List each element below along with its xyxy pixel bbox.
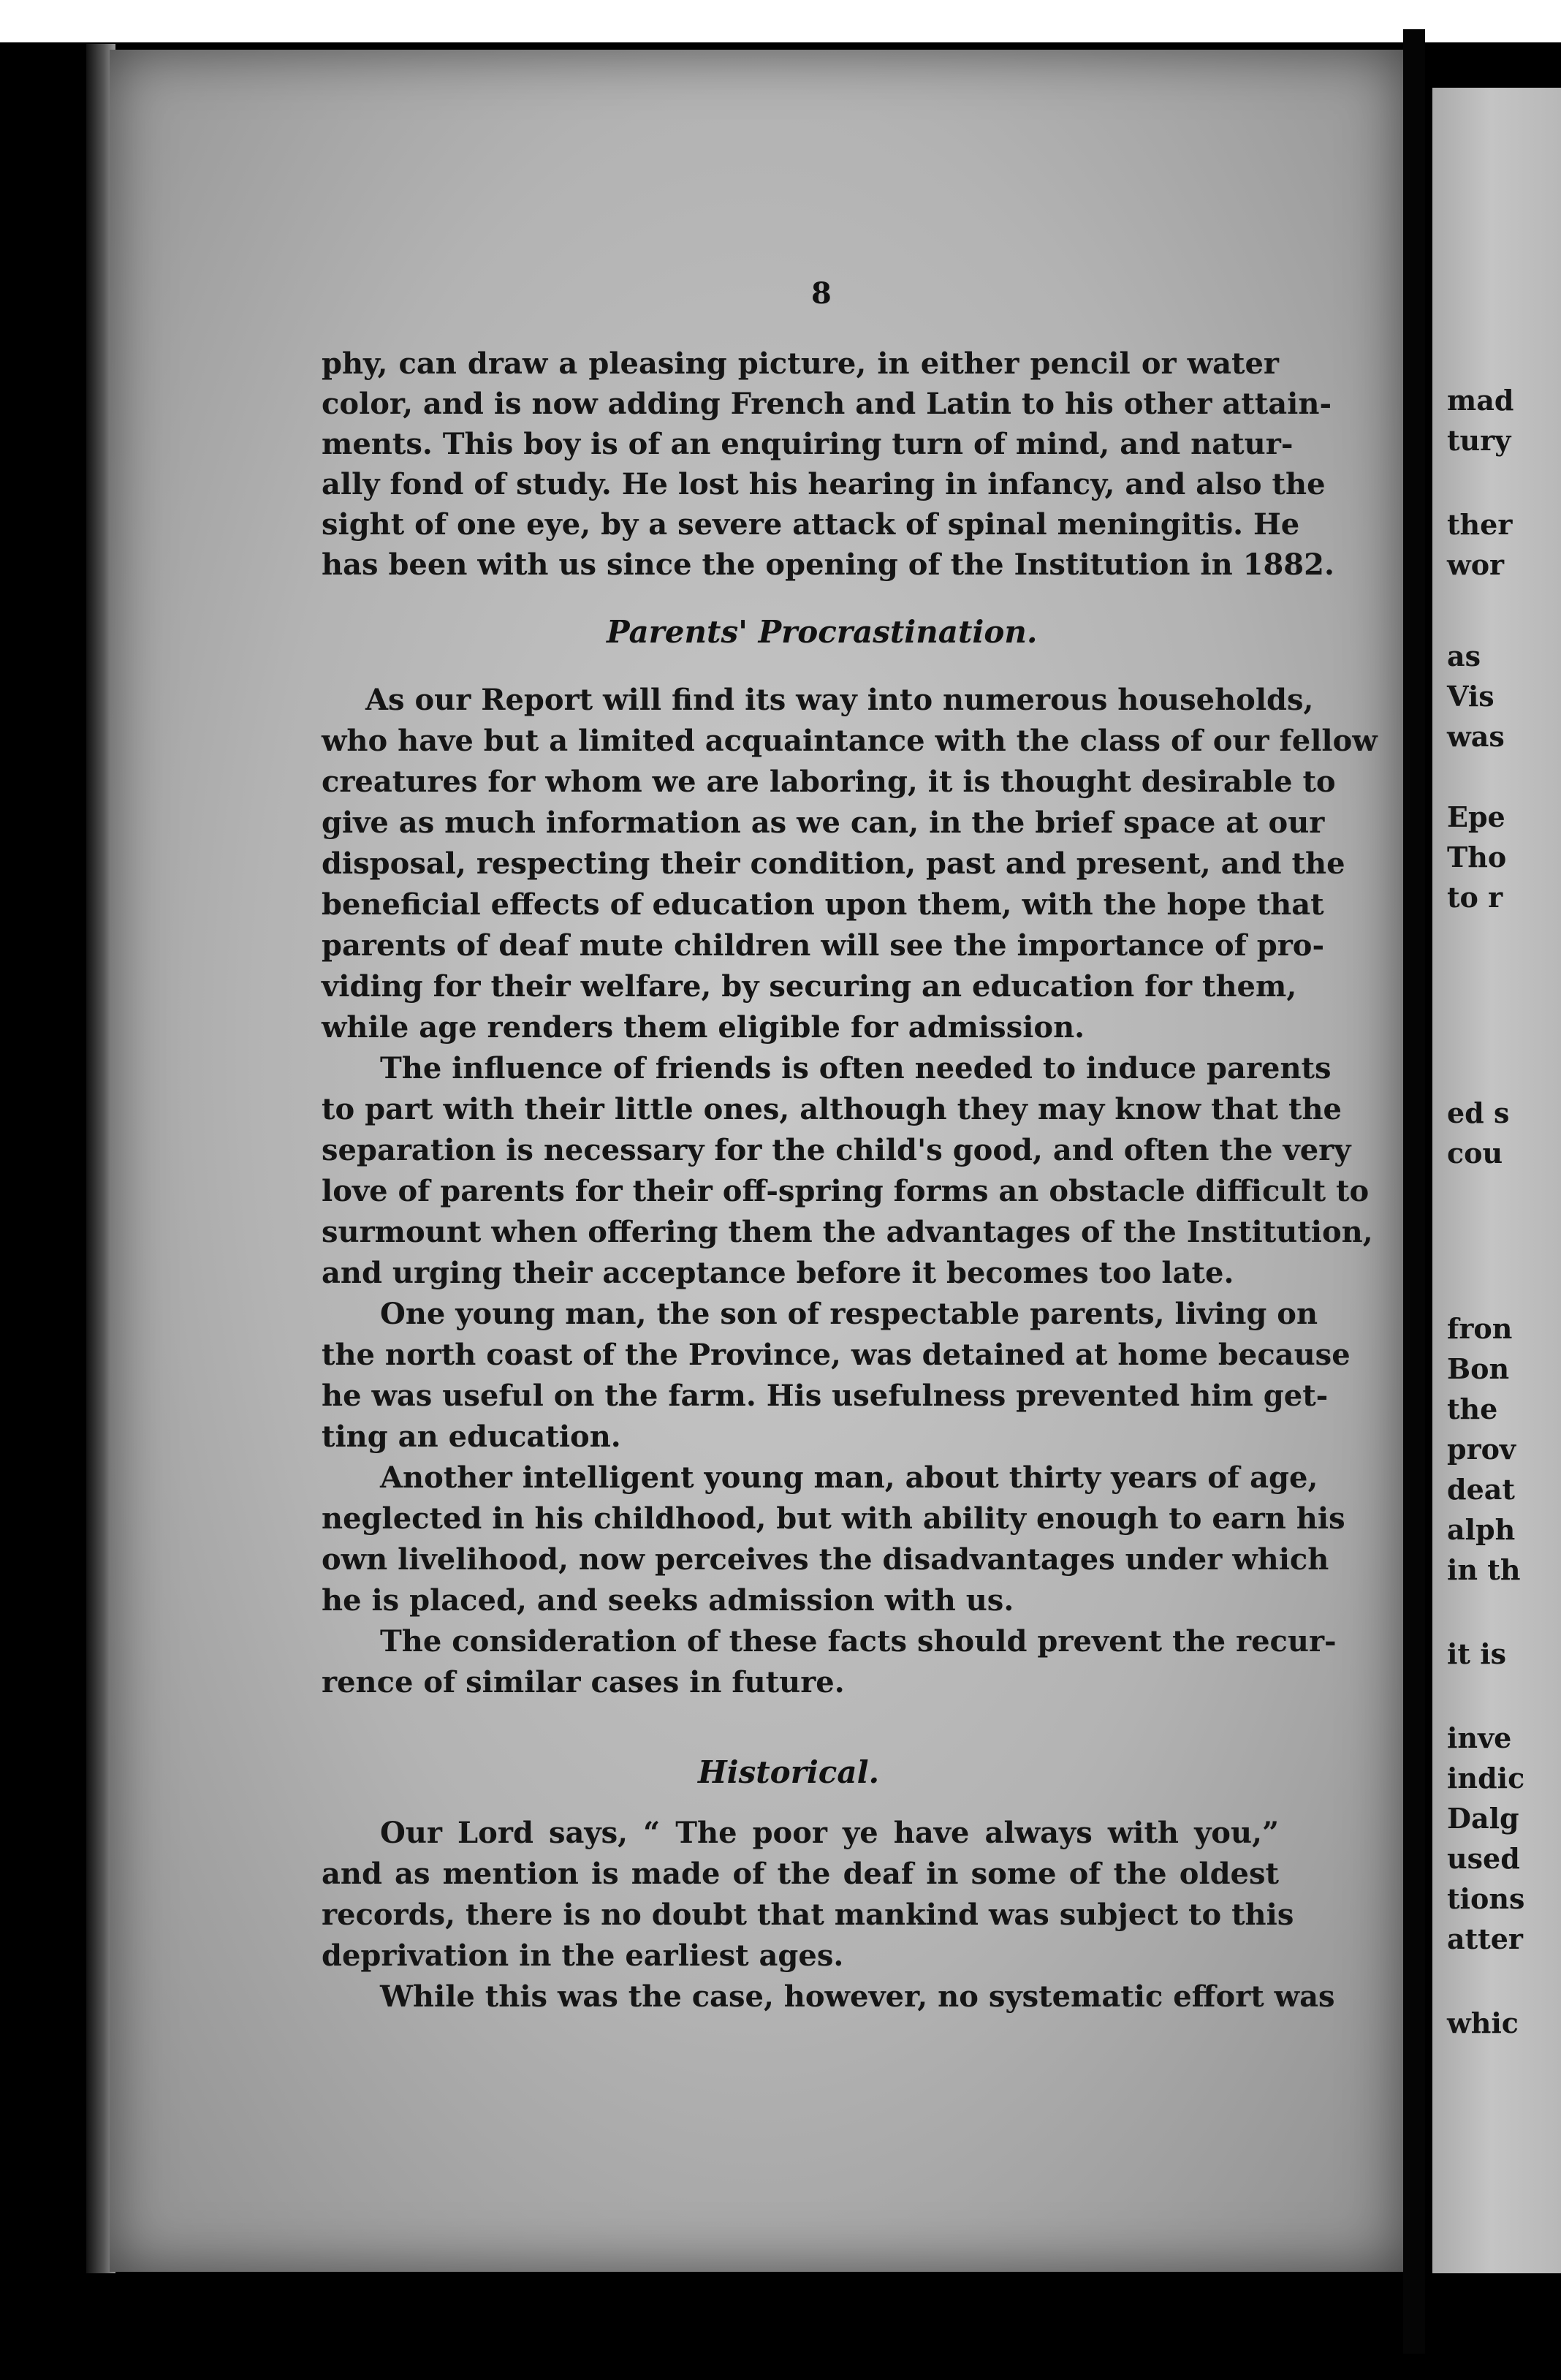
text-line: rence of similar cases in future.: [322, 1665, 845, 1699]
text-line: parents of deaf mute children will see the importance of pro-: [322, 928, 1325, 963]
text-line: While this was the case, however, no systematic effort was: [380, 1979, 1335, 2014]
facing-fragment: in th: [1447, 1553, 1521, 1586]
facing-fragment: to r: [1447, 881, 1503, 914]
facing-fragment: Tho: [1447, 841, 1507, 873]
facing-fragment: wor: [1447, 548, 1505, 581]
facing-fragment: cou: [1447, 1137, 1503, 1170]
facing-fragment: Epe: [1447, 800, 1505, 833]
facing-fragment: atter: [1447, 1922, 1523, 1955]
text-line: separation is necessary for the child's good, and often the very: [322, 1133, 1351, 1167]
facing-fragment: ther: [1447, 508, 1513, 541]
text-line: love of parents for their off-spring forms an obstacle difficult to: [322, 1174, 1370, 1208]
text-line: One young man, the son of respectable parents, living on: [380, 1297, 1318, 1331]
section-heading-parents-procrastination: Parents' Procrastination.: [607, 614, 1038, 650]
text-line: Another intelligent young man, about thirty years of age,: [380, 1460, 1318, 1495]
facing-fragment: tions: [1447, 1882, 1525, 1915]
text-line: to part with their little ones, although they may know that the: [322, 1092, 1342, 1126]
text-line: surmount when offering them the advantages of the Institution,: [322, 1215, 1373, 1249]
text-line: records, there is no doubt that mankind was subject to this: [322, 1898, 1294, 1932]
text-line: sight of one eye, by a severe attack of spinal meningitis. He: [322, 507, 1300, 542]
text-line: he is placed, and seeks admission with us.: [322, 1583, 1014, 1618]
text-line: he was useful on the farm. His usefulness prevented him get-: [322, 1379, 1329, 1413]
page-number: 8: [811, 276, 832, 311]
text-line: neglected in his childhood, but with ability enough to earn his: [322, 1501, 1345, 1536]
text-line: beneficial effects of education upon them, with the hope that: [322, 887, 1324, 922]
facing-page: [1432, 88, 1561, 2273]
text-line: has been with us since the opening of the Institution in 1882.: [322, 547, 1334, 582]
text-line: and urging their acceptance before it becomes too late.: [322, 1256, 1234, 1290]
text-line: ally fond of study. He lost his hearing in infancy, and also the: [322, 467, 1326, 501]
facing-fragment: was: [1447, 720, 1505, 753]
facing-fragment: tury: [1447, 424, 1511, 457]
facing-fragment: deat: [1447, 1473, 1515, 1506]
facing-fragment: ed s: [1447, 1096, 1510, 1129]
text-line: who have but a limited acquaintance with the class of our fellow: [322, 724, 1378, 758]
facing-fragment: mad: [1447, 384, 1514, 417]
text-line: disposal, respecting their condition, past and present, and the: [322, 846, 1345, 881]
text-line: and as mention is made of the deaf in some of the oldest: [322, 1857, 1279, 1891]
section-heading-historical: Historical.: [698, 1754, 880, 1790]
text-line: the north coast of the Province, was detained at home because: [322, 1338, 1351, 1372]
book-gutter: [1403, 29, 1425, 2354]
text-line: creatures for whom we are laboring, it is thought desirable to: [322, 765, 1336, 799]
text-line: phy, can draw a pleasing picture, in either pencil or water: [322, 346, 1279, 381]
facing-fragment: indic: [1447, 1762, 1525, 1795]
facing-fragment: whic: [1447, 2006, 1519, 2039]
text-line: As our Report will find its way into numerous households,: [365, 683, 1314, 717]
facing-fragment: Vis: [1447, 680, 1494, 713]
facing-fragment: used: [1447, 1842, 1520, 1875]
text-line: ments. This boy is of an enquiring turn of mind, and natur-: [322, 427, 1294, 461]
facing-fragment: the: [1447, 1392, 1498, 1425]
text-line: deprivation in the earliest ages.: [322, 1939, 844, 1973]
text-line: own livelihood, now perceives the disadvantages under which: [322, 1542, 1329, 1577]
facing-fragment: inve: [1447, 1721, 1512, 1754]
text-line: give as much information as we can, in the brief space at our: [322, 806, 1325, 840]
text-line: The influence of friends is often needed to induce parents: [380, 1051, 1332, 1085]
facing-fragment: alph: [1447, 1513, 1516, 1546]
text-line: while age renders them eligible for admission.: [322, 1010, 1085, 1045]
text-line: ting an education.: [322, 1420, 621, 1454]
text-line: The consideration of these facts should prevent the recur-: [380, 1624, 1337, 1659]
text-line: color, and is now adding French and Latin to his other attain-: [322, 387, 1332, 421]
text-line: viding for their welfare, by securing an education for them,: [322, 969, 1297, 1004]
facing-fragment: Dalg: [1447, 1802, 1519, 1835]
facing-fragment: Bon: [1447, 1352, 1510, 1385]
facing-fragment: fron: [1447, 1312, 1513, 1345]
facing-fragment: as: [1447, 640, 1481, 672]
scan-top-margin: [0, 0, 1561, 42]
text-line: Our Lord says, “ The poor ye have always with you,”: [380, 1816, 1279, 1850]
facing-fragment: it is: [1447, 1637, 1507, 1670]
facing-fragment: prov: [1447, 1433, 1516, 1466]
